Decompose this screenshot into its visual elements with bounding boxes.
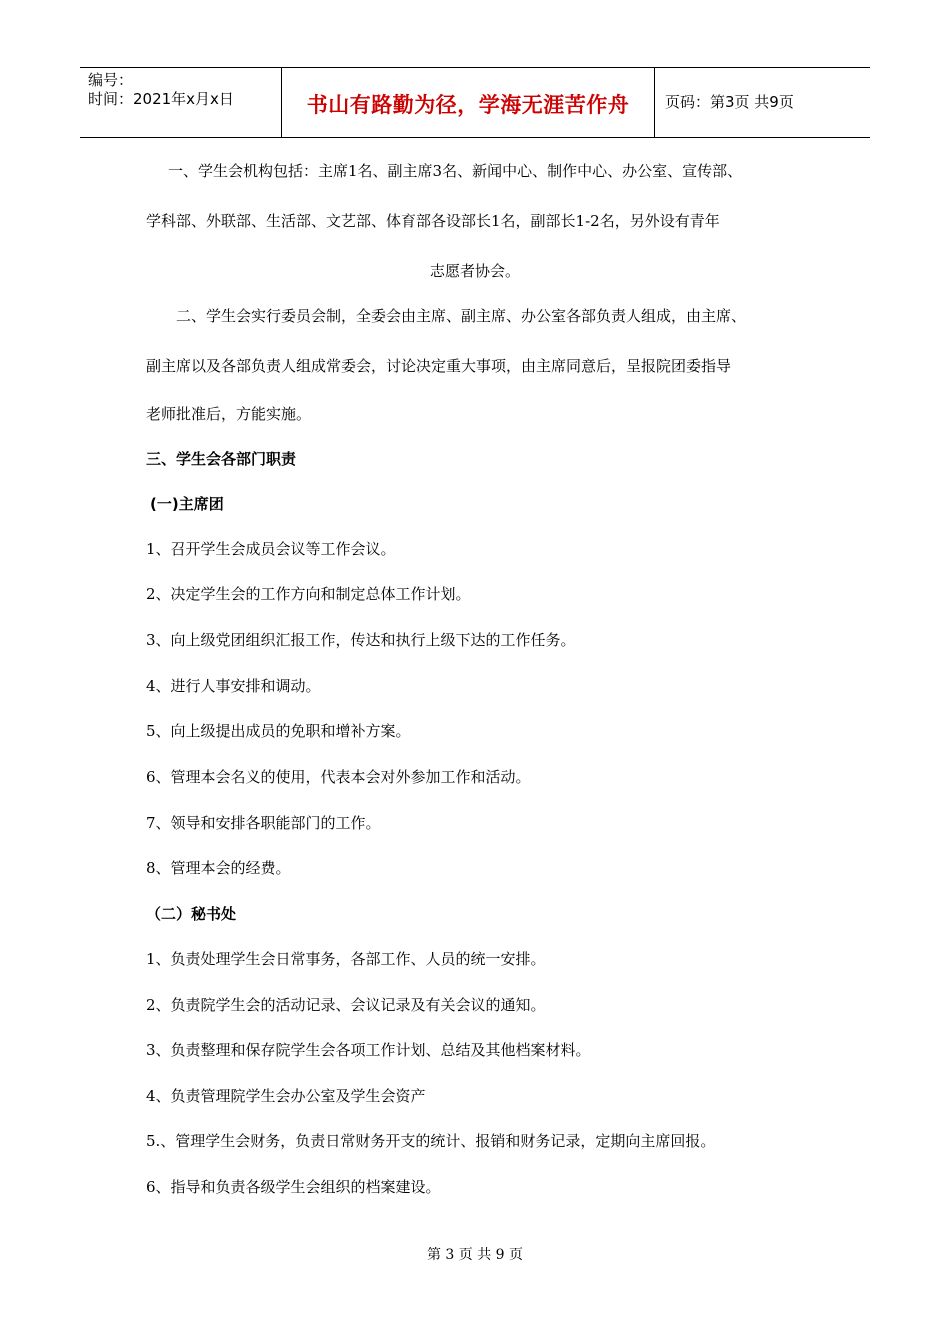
list-item: 7、领导和安排各职能部门的工作。 [146, 814, 381, 832]
header-motto: 书山有路勤为径，学海无涯苦作舟 [306, 93, 630, 117]
para2-line3: 老师批准后，方能实施。 [146, 405, 312, 423]
header-left-cell [80, 68, 282, 137]
para1-line1: 一、学生会机构包括：主席1名、副主席3名、新闻中心、制作中心、办公室、宣传部、 [168, 162, 743, 180]
list-item: 4、进行人事安排和调动。 [146, 677, 321, 695]
list-item: 2、负责院学生会的活动记录、会议记录及有关会议的通知。 [146, 996, 546, 1014]
list-item: 1、召开学生会成员会议等工作会议。 [146, 540, 396, 558]
list-item: 4、负责管理院学生会办公室及学生会资产 [146, 1087, 426, 1105]
list-item: 5、向上级提出成员的免职和增补方案。 [146, 722, 411, 740]
list-item: 1、负责处理学生会日常事务，各部工作、人员的统一安排。 [146, 950, 546, 968]
list-item: 2、决定学生会的工作方向和制定总体工作计划。 [146, 585, 471, 603]
list-item: 3、负责整理和保存院学生会各项工作计划、总结及其他档案材料。 [146, 1041, 591, 1059]
para1-line2: 学科部、外联部、生活部、文艺部、体育部各设部长1名，副部长1-2名，另外设有青年 [146, 212, 720, 230]
header-table [80, 67, 870, 138]
list-item: 5.、管理学生会财务，负责日常财务开支的统计、报销和财务记录，定期向主席回报。 [146, 1132, 716, 1150]
list-item: 8、管理本会的经费。 [146, 859, 291, 877]
header-middle-cell [282, 68, 655, 137]
page-footer: 第 3 页 共 9 页 [426, 1247, 524, 1263]
list-item: 3、向上级党团组织汇报工作，传达和执行上级下达的工作任务。 [146, 631, 576, 649]
document-number-label: 编号： [88, 71, 134, 89]
header-page-info: 页码：第3页 共9页 [665, 93, 794, 111]
para1-line3: 志愿者协会。 [429, 262, 520, 280]
sub2-title: （二）秘书处 [146, 905, 237, 923]
list-item: 6、指导和负责各级学生会组织的档案建设。 [146, 1178, 441, 1196]
document-date: 时间：2021年x月x日 [88, 90, 234, 108]
para2-line2: 副主席以及各部负责人组成常委会，讨论决定重大事项，由主席同意后，呈报院团委指导 [146, 357, 732, 375]
para2-line1: 二、学生会实行委员会制，全委会由主席、副主席、办公室各部负责人组成，由主席、 [176, 307, 747, 325]
sub1-title: (一)主席团 [150, 495, 224, 513]
list-item: 6、管理本会名义的使用，代表本会对外参加工作和活动。 [146, 768, 531, 786]
section3-title: 三、学生会各部门职责 [146, 450, 297, 468]
header-right-cell [655, 68, 870, 137]
